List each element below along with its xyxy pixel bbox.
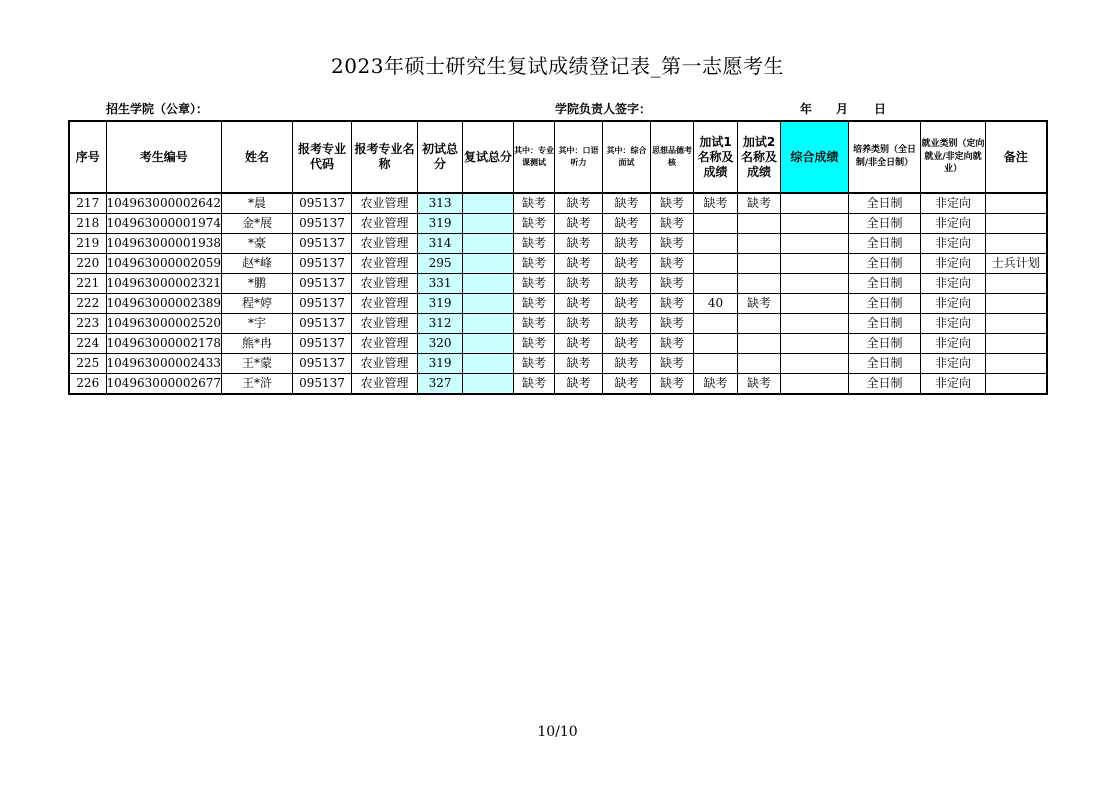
cell-sub-moral: 缺考 — [651, 374, 694, 395]
cell-remark — [986, 274, 1047, 294]
cell-major-code: 095137 — [293, 193, 352, 214]
header-remark: 备注 — [986, 121, 1047, 193]
cell-extra1 — [694, 214, 738, 234]
table-row — [69, 354, 1047, 374]
cell-extra2 — [738, 274, 781, 294]
cell-sub-major: 缺考 — [514, 193, 555, 214]
cell-retest-total — [463, 334, 514, 354]
header-employ-type: 就业类别（定向就业/非定向就业） — [921, 121, 986, 193]
header-major-code: 报考专业代码 — [293, 121, 352, 193]
cell-sub-major: 缺考 — [514, 214, 555, 234]
cell-name: *宇 — [222, 314, 293, 334]
table-row — [69, 214, 1047, 234]
cell-seq: 223 — [69, 314, 106, 334]
cell-extra2 — [738, 314, 781, 334]
cell-exam-no: 104963000002642 — [106, 193, 222, 214]
cell-retest-total — [463, 214, 514, 234]
cell-sub-interview: 缺考 — [603, 214, 651, 234]
score-table — [68, 120, 1048, 395]
header-major-name: 报考专业名称 — [352, 121, 418, 193]
cell-initial-total: 319 — [418, 214, 463, 234]
cell-sub-moral: 缺考 — [651, 214, 694, 234]
header-retest-total: 复试总分 — [463, 121, 514, 193]
cell-sub-listening: 缺考 — [555, 214, 603, 234]
table-row — [69, 274, 1047, 294]
cell-train-type: 全日制 — [849, 374, 921, 395]
cell-retest-total — [463, 234, 514, 254]
cell-sub-interview: 缺考 — [603, 334, 651, 354]
cell-extra1 — [694, 314, 738, 334]
header-seq: 序号 — [69, 121, 106, 193]
page-title: 2023年硕士研究生复试成绩登记表_第一志愿考生 — [331, 54, 784, 78]
cell-composite — [781, 374, 849, 395]
cell-major-code: 095137 — [293, 254, 352, 274]
cell-retest-total — [463, 314, 514, 334]
cell-train-type: 全日制 — [849, 294, 921, 314]
cell-exam-no: 104963000002677 — [106, 374, 222, 395]
cell-remark — [986, 234, 1047, 254]
cell-major-code: 095137 — [293, 214, 352, 234]
cell-seq: 224 — [69, 334, 106, 354]
cell-initial-total: 320 — [418, 334, 463, 354]
cell-initial-total: 314 — [418, 234, 463, 254]
cell-name: 熊*冉 — [222, 334, 293, 354]
cell-retest-total — [463, 193, 514, 214]
cell-exam-no: 104963000002059 — [106, 254, 222, 274]
cell-initial-total: 312 — [418, 314, 463, 334]
cell-sub-major: 缺考 — [514, 274, 555, 294]
cell-sub-listening: 缺考 — [555, 314, 603, 334]
cell-remark — [986, 294, 1047, 314]
cell-remark — [986, 214, 1047, 234]
cell-name: 王*浒 — [222, 374, 293, 395]
table-row — [69, 334, 1047, 354]
cell-employ-type: 非定向 — [921, 193, 986, 214]
cell-extra1 — [694, 274, 738, 294]
cell-extra2 — [738, 234, 781, 254]
cell-retest-total — [463, 374, 514, 395]
cell-sub-listening: 缺考 — [555, 334, 603, 354]
cell-extra2: 缺考 — [738, 193, 781, 214]
cell-major-name: 农业管理 — [352, 334, 418, 354]
cell-sub-interview: 缺考 — [603, 254, 651, 274]
cell-major-name: 农业管理 — [352, 294, 418, 314]
cell-employ-type: 非定向 — [921, 214, 986, 234]
cell-remark — [986, 354, 1047, 374]
cell-name: 程*婷 — [222, 294, 293, 314]
cell-sub-moral: 缺考 — [651, 193, 694, 214]
cell-employ-type: 非定向 — [921, 354, 986, 374]
cell-remark — [986, 374, 1047, 395]
header-sub-moral: 思想品德考核 — [651, 121, 694, 193]
table-header-row — [69, 121, 1047, 193]
cell-retest-total — [463, 274, 514, 294]
cell-major-code: 095137 — [293, 334, 352, 354]
header-train-type: 培养类别（全日制/非全日制） — [849, 121, 921, 193]
cell-sub-listening: 缺考 — [555, 234, 603, 254]
header-composite: 综合成绩 — [781, 121, 849, 193]
cell-seq: 220 — [69, 254, 106, 274]
cell-exam-no: 104963000002520 — [106, 314, 222, 334]
cell-exam-no: 104963000002389 — [106, 294, 222, 314]
cell-extra1 — [694, 354, 738, 374]
cell-name: 金*展 — [222, 214, 293, 234]
cell-employ-type: 非定向 — [921, 374, 986, 395]
cell-major-code: 095137 — [293, 274, 352, 294]
cell-major-name: 农业管理 — [352, 214, 418, 234]
cell-extra1 — [694, 254, 738, 274]
cell-extra2: 缺考 — [738, 294, 781, 314]
cell-extra1 — [694, 234, 738, 254]
header-sub-major: 其中：专业课测试 — [514, 121, 555, 193]
cell-major-name: 农业管理 — [352, 274, 418, 294]
cell-initial-total: 295 — [418, 254, 463, 274]
cell-employ-type: 非定向 — [921, 234, 986, 254]
cell-employ-type: 非定向 — [921, 314, 986, 334]
header-extra2: 加试2名称及成绩 — [738, 121, 781, 193]
cell-initial-total: 327 — [418, 374, 463, 395]
cell-seq: 218 — [69, 214, 106, 234]
cell-remark: 士兵计划 — [986, 254, 1047, 274]
cell-name: 赵*峰 — [222, 254, 293, 274]
cell-major-name: 农业管理 — [352, 354, 418, 374]
cell-major-code: 095137 — [293, 354, 352, 374]
cell-major-name: 农业管理 — [352, 193, 418, 214]
cell-composite — [781, 214, 849, 234]
cell-train-type: 全日制 — [849, 354, 921, 374]
cell-exam-no: 104963000001938 — [106, 234, 222, 254]
cell-retest-total — [463, 294, 514, 314]
cell-train-type: 全日制 — [849, 334, 921, 354]
header-sub-interview: 其中：综合面试 — [603, 121, 651, 193]
cell-extra2 — [738, 214, 781, 234]
cell-extra2 — [738, 354, 781, 374]
cell-train-type: 全日制 — [849, 274, 921, 294]
cell-extra2: 缺考 — [738, 374, 781, 395]
cell-extra2 — [738, 334, 781, 354]
cell-sub-major: 缺考 — [514, 234, 555, 254]
cell-remark — [986, 193, 1047, 214]
date-day-label: 日 — [874, 102, 887, 116]
table-row — [69, 234, 1047, 254]
cell-sub-moral: 缺考 — [651, 314, 694, 334]
cell-composite — [781, 294, 849, 314]
cell-sub-moral: 缺考 — [651, 274, 694, 294]
table-row — [69, 294, 1047, 314]
cell-sub-major: 缺考 — [514, 374, 555, 395]
table-row — [69, 193, 1047, 214]
cell-train-type: 全日制 — [849, 214, 921, 234]
cell-sub-listening: 缺考 — [555, 193, 603, 214]
cell-major-code: 095137 — [293, 294, 352, 314]
header-sub-listening: 其中：口语听力 — [555, 121, 603, 193]
cell-extra2 — [738, 254, 781, 274]
cell-composite — [781, 274, 849, 294]
cell-major-code: 095137 — [293, 314, 352, 334]
cell-seq: 225 — [69, 354, 106, 374]
cell-name: *豪 — [222, 234, 293, 254]
cell-seq: 217 — [69, 193, 106, 214]
cell-sub-listening: 缺考 — [555, 274, 603, 294]
cell-sub-moral: 缺考 — [651, 254, 694, 274]
cell-major-code: 095137 — [293, 234, 352, 254]
table-row — [69, 374, 1047, 395]
cell-extra1: 缺考 — [694, 374, 738, 395]
cell-extra1 — [694, 334, 738, 354]
cell-sub-listening: 缺考 — [555, 354, 603, 374]
cell-sub-interview: 缺考 — [603, 294, 651, 314]
cell-train-type: 全日制 — [849, 254, 921, 274]
cell-name: *晨 — [222, 193, 293, 214]
cell-composite — [781, 234, 849, 254]
cell-composite — [781, 334, 849, 354]
cell-initial-total: 319 — [418, 354, 463, 374]
cell-major-code: 095137 — [293, 374, 352, 395]
cell-major-name: 农业管理 — [352, 234, 418, 254]
cell-sub-listening: 缺考 — [555, 294, 603, 314]
cell-train-type: 全日制 — [849, 234, 921, 254]
cell-sub-interview: 缺考 — [603, 354, 651, 374]
table-row — [69, 254, 1047, 274]
cell-extra1: 缺考 — [694, 193, 738, 214]
header-extra1: 加试1名称及成绩 — [694, 121, 738, 193]
cell-sub-interview: 缺考 — [603, 234, 651, 254]
cell-employ-type: 非定向 — [921, 294, 986, 314]
header-exam-no: 考生编号 — [106, 121, 222, 193]
cell-seq: 221 — [69, 274, 106, 294]
cell-sub-moral: 缺考 — [651, 334, 694, 354]
cell-train-type: 全日制 — [849, 314, 921, 334]
cell-employ-type: 非定向 — [921, 274, 986, 294]
cell-composite — [781, 354, 849, 374]
cell-exam-no: 104963000001974 — [106, 214, 222, 234]
cell-sub-interview: 缺考 — [603, 314, 651, 334]
cell-seq: 222 — [69, 294, 106, 314]
cell-exam-no: 104963000002433 — [106, 354, 222, 374]
cell-composite — [781, 254, 849, 274]
cell-remark — [986, 314, 1047, 334]
cell-initial-total: 319 — [418, 294, 463, 314]
cell-sub-interview: 缺考 — [603, 193, 651, 214]
cell-train-type: 全日制 — [849, 193, 921, 214]
cell-composite — [781, 193, 849, 214]
cell-sub-major: 缺考 — [514, 314, 555, 334]
cell-sub-major: 缺考 — [514, 334, 555, 354]
header-name: 姓名 — [222, 121, 293, 193]
school-seal-label: 招生学院（公章）： — [106, 102, 209, 116]
cell-sub-moral: 缺考 — [651, 234, 694, 254]
cell-exam-no: 104963000002178 — [106, 334, 222, 354]
date-month-label: 月 — [836, 102, 849, 116]
table-row — [69, 314, 1047, 334]
cell-initial-total: 331 — [418, 274, 463, 294]
cell-sub-major: 缺考 — [514, 254, 555, 274]
cell-name: *鹏 — [222, 274, 293, 294]
cell-retest-total — [463, 254, 514, 274]
cell-initial-total: 313 — [418, 193, 463, 214]
cell-sub-moral: 缺考 — [651, 354, 694, 374]
cell-seq: 226 — [69, 374, 106, 395]
cell-seq: 219 — [69, 234, 106, 254]
cell-composite — [781, 314, 849, 334]
cell-employ-type: 非定向 — [921, 334, 986, 354]
dean-signature-label: 学院负责人签字： — [555, 102, 652, 116]
cell-retest-total — [463, 354, 514, 374]
cell-sub-moral: 缺考 — [651, 294, 694, 314]
cell-sub-interview: 缺考 — [603, 274, 651, 294]
header-initial-total: 初试总分 — [418, 121, 463, 193]
cell-major-name: 农业管理 — [352, 254, 418, 274]
cell-sub-interview: 缺考 — [603, 374, 651, 395]
page-number: 10/10 — [537, 724, 578, 740]
cell-extra1: 40 — [694, 294, 738, 314]
cell-name: 王*蒙 — [222, 354, 293, 374]
cell-remark — [986, 334, 1047, 354]
cell-major-name: 农业管理 — [352, 374, 418, 395]
cell-sub-listening: 缺考 — [555, 254, 603, 274]
cell-major-name: 农业管理 — [352, 314, 418, 334]
cell-employ-type: 非定向 — [921, 254, 986, 274]
cell-sub-major: 缺考 — [514, 354, 555, 374]
cell-sub-listening: 缺考 — [555, 374, 603, 395]
date-year-label: 年 — [800, 102, 813, 116]
cell-sub-major: 缺考 — [514, 294, 555, 314]
cell-exam-no: 104963000002321 — [106, 274, 222, 294]
